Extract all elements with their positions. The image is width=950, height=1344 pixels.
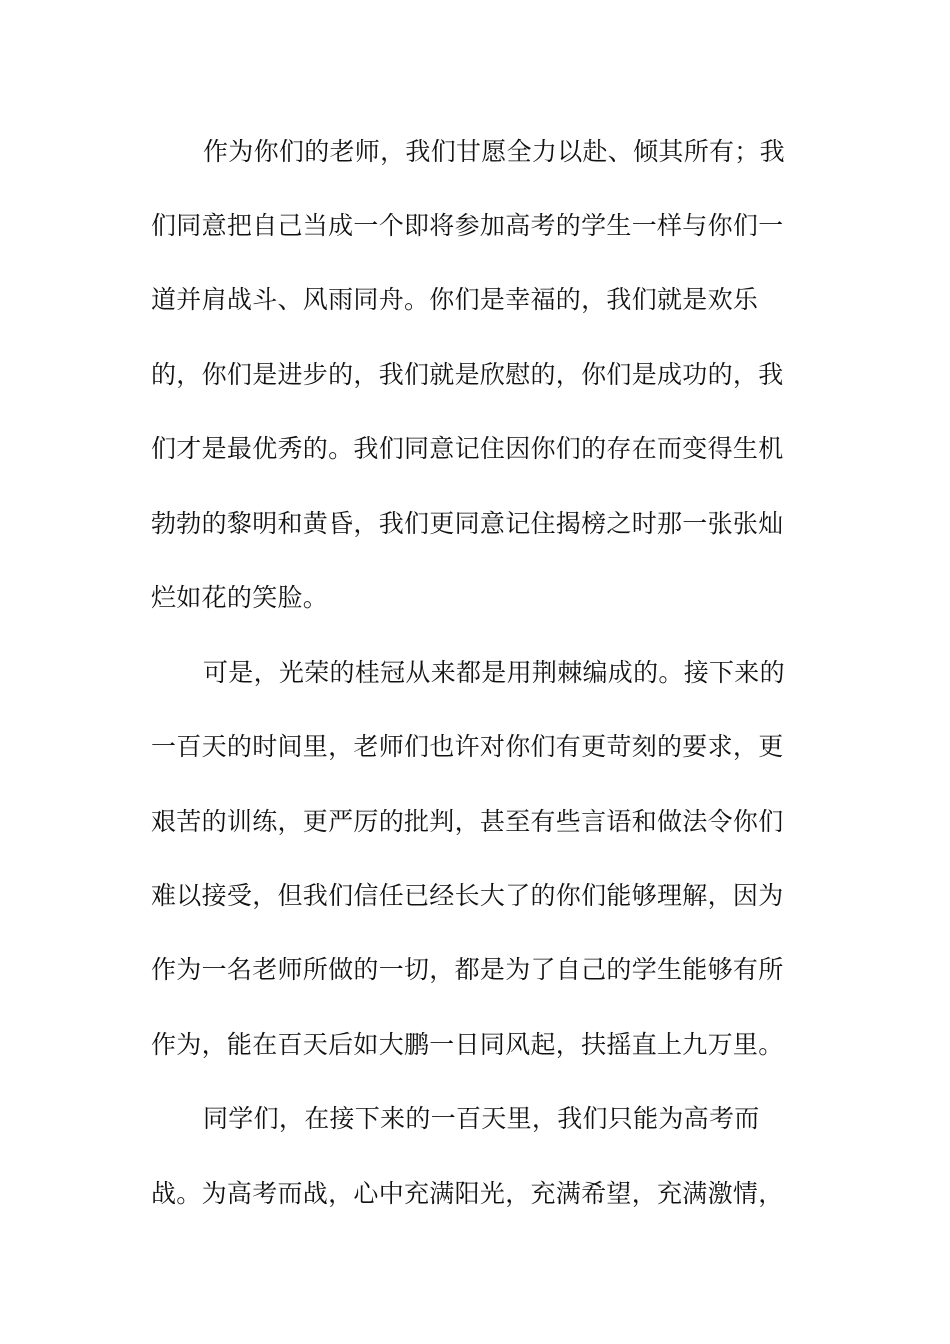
text-line: 一百天的时间里，老师们也许对你们有更苛刻的要求，更: [151, 732, 784, 761]
text-line: 勃勃的黎明和黄昏，我们更同意记住揭榜之时那一张张灿: [151, 509, 784, 538]
text-line: 可是，光荣的桂冠从来都是用荆棘编成的。接下来的: [203, 658, 785, 687]
text-line: 道并肩战斗、风雨同舟。你们是幸福的，我们就是欢乐: [151, 285, 759, 314]
text-line: 同学们，在接下来的一百天里，我们只能为高考而: [203, 1104, 760, 1133]
text-line: 的，你们是进步的，我们就是欣慰的，你们是成功的，我: [151, 360, 784, 389]
text-line: 烂如花的笑脸。: [151, 583, 329, 612]
text-line: 作为你们的老师，我们甘愿全力以赴、倾其所有；我: [203, 137, 785, 166]
text-line: 作为，能在百天后如大鹏一日同风起，扶摇直上九万里。: [151, 1030, 784, 1059]
text-line: 艰苦的训练，更严厉的批判，甚至有些言语和做法令你们: [151, 807, 784, 836]
text-line: 战。为高考而战，心中充满阳光，充满希望，充满激情，: [151, 1179, 784, 1208]
text-line: 作为一名老师所做的一切，都是为了自己的学生能够有所: [151, 955, 784, 984]
text-line: 们才是最优秀的。我们同意记住因你们的存在而变得生机: [151, 434, 784, 463]
text-line: 们同意把自己当成一个即将参加高考的学生一样与你们一: [151, 211, 784, 240]
text-line: 难以接受，但我们信任已经长大了的你们能够理解，因为: [151, 881, 784, 910]
